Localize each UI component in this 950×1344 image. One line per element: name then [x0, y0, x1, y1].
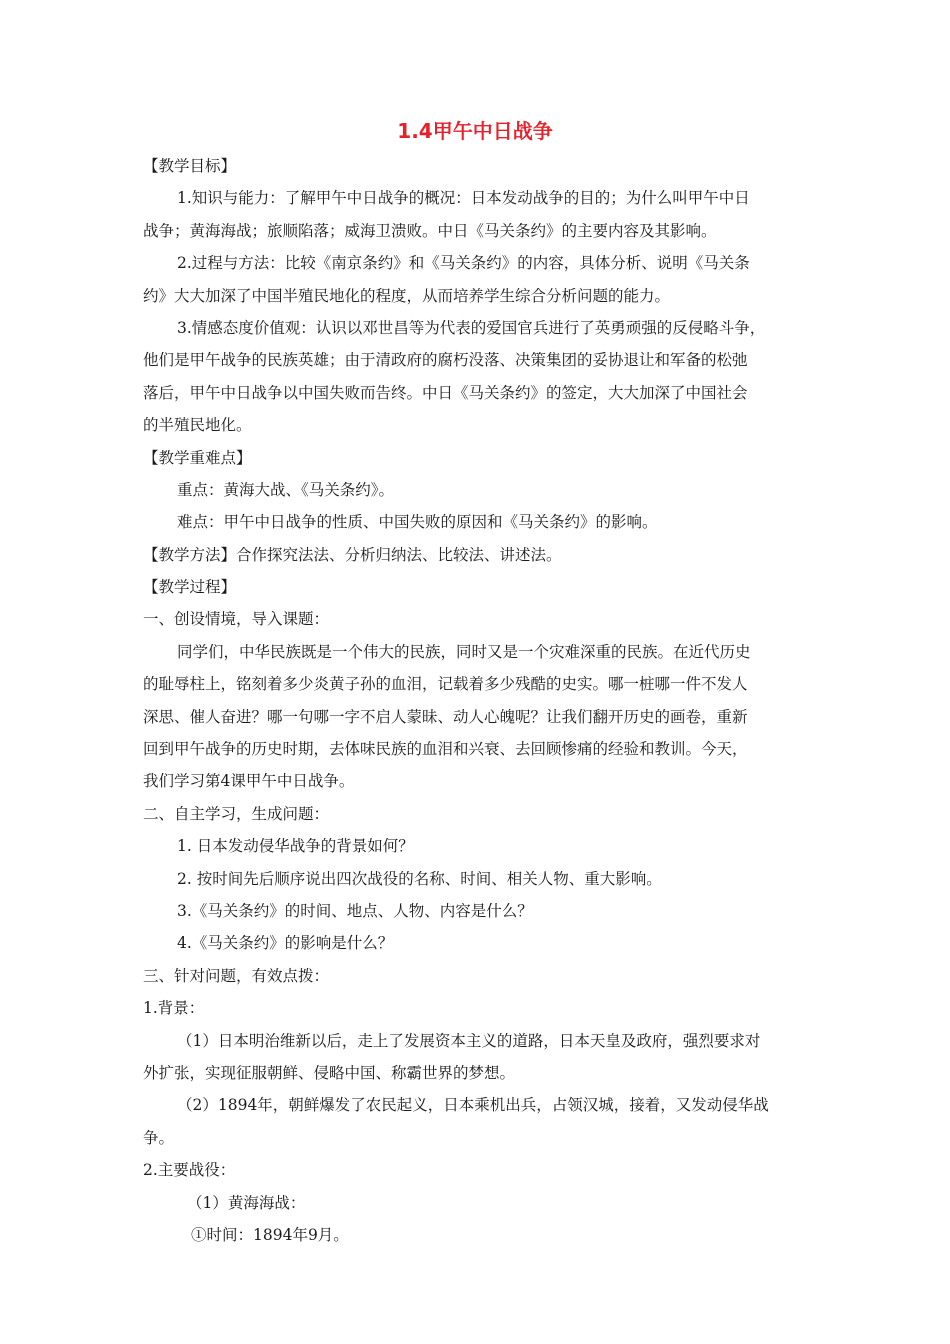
text-line: 1.知识与能力：了解甲午中日战争的概况：日本发动战争的目的；为什么叫甲午中日 — [177, 189, 750, 208]
text-line: 争。 — [143, 1128, 175, 1147]
document-title: 1.4甲午中日战争 — [397, 119, 553, 143]
text-line: 他们是甲午战争的民族英雄；由于清政府的腐朽没落、决策集团的妥协退让和军备的松弛 — [143, 351, 748, 370]
text-line: 重点：黄海大战、《马关条约》。 — [177, 480, 395, 499]
text-line: 3.情感态度价值观：认识以邓世昌等为代表的爱国官兵进行了英勇顽强的反侵略斗争， — [177, 318, 766, 337]
text-line: 的耻辱柱上，铭刻着多少炎黄子孙的血泪，记载着多少残酷的史实。哪一桩哪一件不发人 — [143, 675, 748, 694]
text-line: 1. 日本发动侵华战争的背景如何？ — [177, 837, 414, 856]
text-line: 【教学重难点】 — [143, 448, 252, 467]
text-line: 4.《马关条约》的影响是什么？ — [177, 934, 394, 953]
text-line: ①时间：1894年9月。 — [191, 1225, 349, 1244]
text-line: （2）1894年，朝鲜爆发了农民起义，日本乘机出兵，占领汉城，接着，又发动侵华战 — [177, 1096, 769, 1115]
text-line: 同学们，中华民族既是一个伟大的民族，同时又是一个灾难深重的民族。在近代历史 — [177, 642, 751, 661]
text-line: 外扩张，实现征服朝鲜、侵略中国、称霸世界的梦想。 — [143, 1063, 516, 1082]
text-line: 落后，甲午中日战争以中国失败而告终。中日《马关条约》的签定，大大加深了中国社会 — [143, 383, 748, 402]
text-line: （1）日本明治维新以后，走上了发展资本主义的道路，日本天皇及政府，强烈要求对 — [177, 1031, 761, 1050]
text-line: 【教学方法】合作探究法法、分析归纳法、比较法、讲述法。 — [143, 545, 562, 564]
text-line: 一、创设情境，导入课题： — [143, 610, 330, 629]
text-line: 二、自主学习，生成问题： — [143, 804, 330, 823]
text-line: 3.《马关条约》的时间、地点、人物、内容是什么？ — [177, 901, 533, 920]
text-line: 2.主要战役： — [143, 1161, 236, 1180]
text-line: 难点：甲午中日战争的性质、中国失败的原因和《马关条约》的影响。 — [177, 513, 658, 532]
text-line: 深思、催人奋进？哪一句哪一字不启人蒙昧、动人心魄呢？让我们翻开历史的画卷，重新 — [143, 707, 748, 726]
text-line: 【教学目标】 — [143, 157, 237, 175]
text-line: 回到甲午战争的历史时期，去体味民族的血泪和兴衰、去回顾惨痛的经验和教训。今天， — [143, 740, 748, 759]
text-line: 2.过程与方法：比较《南京条约》和《马关条约》的内容，具体分析、说明《马关条 — [177, 254, 750, 273]
text-line: 我们学习第4课甲午中日战争。 — [143, 772, 355, 791]
text-line: 三、针对问题，有效点拨： — [143, 966, 330, 985]
text-line: （1）黄海海战： — [187, 1193, 306, 1212]
text-line: 1.背景： — [143, 999, 205, 1018]
text-line: 的半殖民地化。 — [143, 416, 252, 435]
text-line: 战争；黄海海战；旅顺陷落；威海卫溃败。中日《马关条约》的主要内容及其影响。 — [143, 221, 717, 240]
document-body — [143, 150, 815, 1251]
text-line: 约》大大加深了中国半殖民地化的程度，从而培养学生综合分析问题的能力。 — [143, 286, 671, 305]
text-line: 2. 按时间先后顺序说出四次战役的名称、时间、相关人物、重大影响。 — [177, 869, 662, 888]
text-line: 【教学过程】 — [143, 578, 237, 597]
